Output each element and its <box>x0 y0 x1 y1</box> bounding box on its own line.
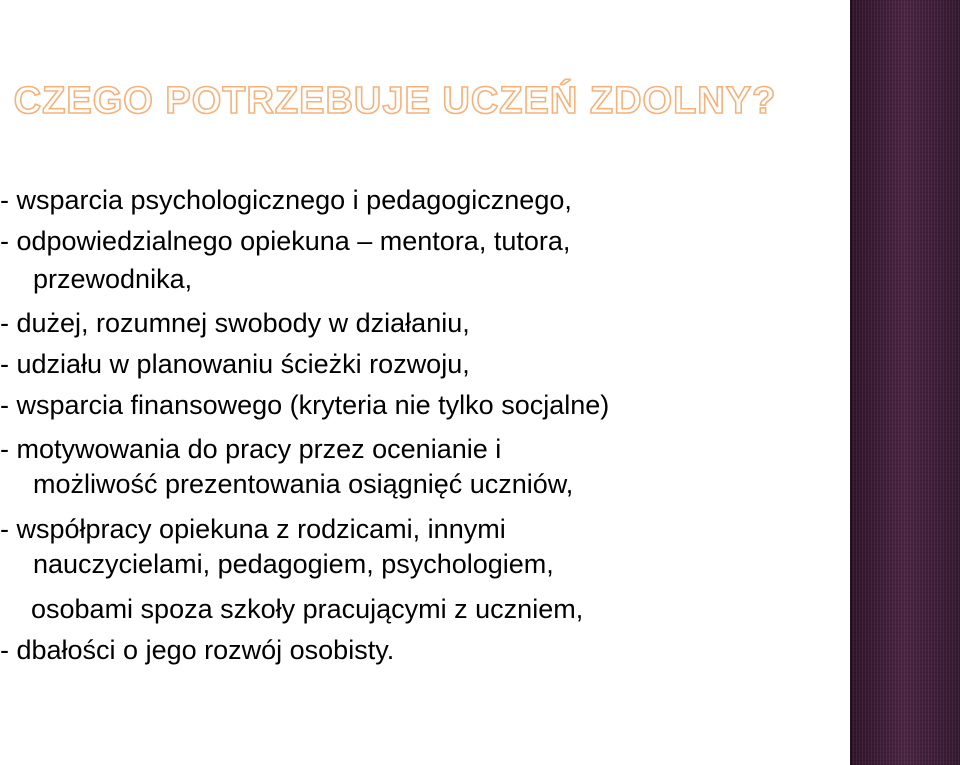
list-item: - wsparcia finansowego (kryteria nie tylko socjalne) <box>0 390 610 420</box>
list-item: - odpowiedzialnego opiekuna – mentora, tutora, <box>0 226 571 256</box>
side-decoration-band <box>850 0 960 765</box>
bullet-list <box>0 180 840 668</box>
list-item: - udziału w planowaniu ścieżki rozwoju, <box>0 349 470 379</box>
list-item: - dbałości o jego rozwój osobisty. <box>0 635 395 665</box>
list-item-continuation: możliwość prezentowania osiągnięć uczniów, <box>33 469 574 499</box>
slide-title: CZEGO POTRZEBUJE UCZEŃ ZDOLNY? <box>13 80 777 122</box>
list-item: - motywowania do pracy przez ocenianie i <box>0 434 502 464</box>
list-item: - dużej, rozumnej swobody w działaniu, <box>0 308 470 338</box>
list-item: - wsparcia psychologicznego i pedagogicznego, <box>0 185 572 215</box>
list-item-continuation: nauczycielami, pedagogiem, psychologiem, <box>33 549 554 579</box>
list-item-continuation: osobami spoza szkoły pracującymi z uczniem, <box>31 594 584 624</box>
list-item: - współpracy opiekuna z rodzicami, innymi <box>0 514 506 544</box>
list-item-continuation: przewodnika, <box>33 264 193 294</box>
